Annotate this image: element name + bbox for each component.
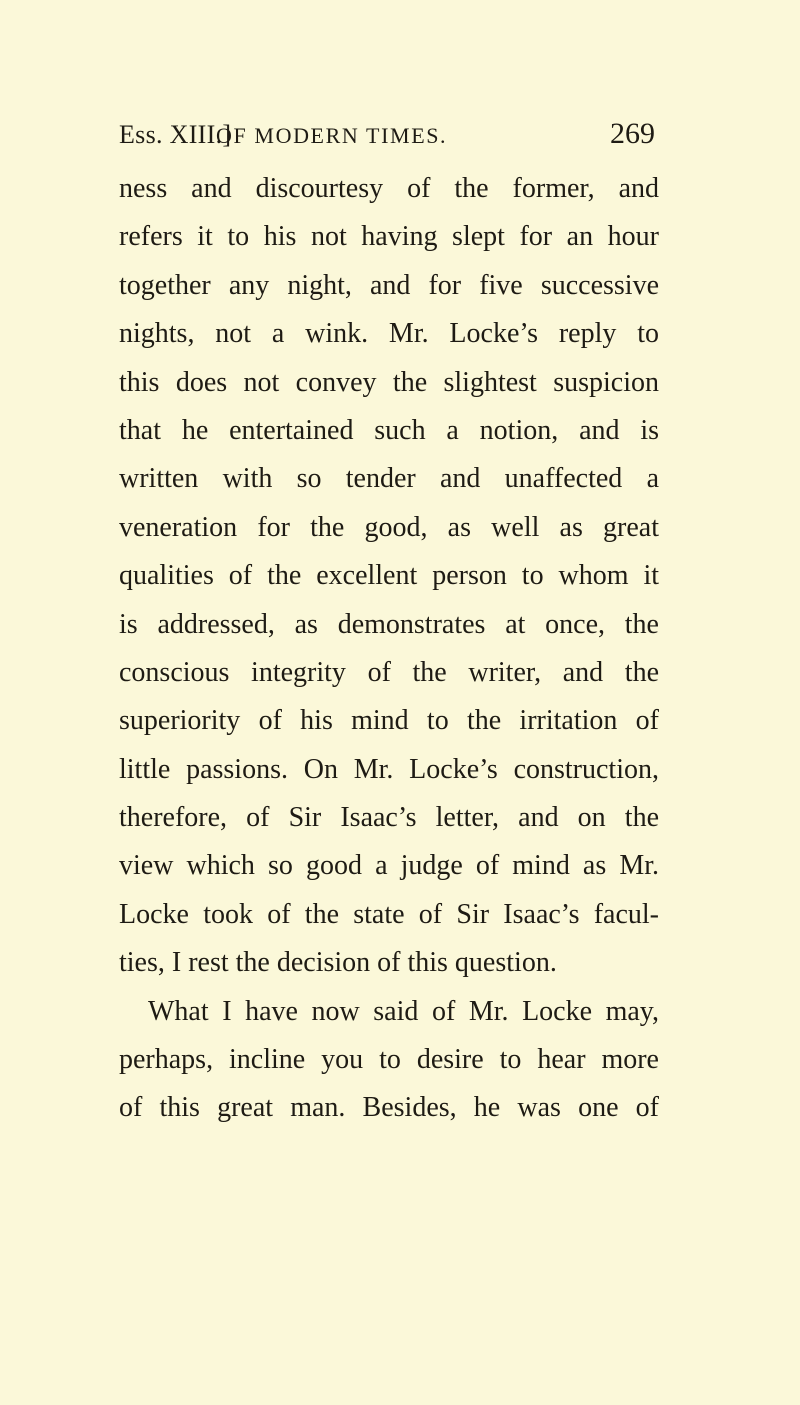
paragraph-first-line: What I have now said of Mr. Locke may, (148, 995, 659, 1027)
text-line: ness and discourtesy of the former, and (119, 173, 659, 204)
section-label: Ess. XIII.] (119, 120, 232, 149)
text-line: therefore, of Sir Isaac’s letter, and on the (119, 802, 659, 834)
text-line: perhaps, incline you to desire to hear more (119, 1044, 659, 1076)
body-text (119, 165, 659, 1133)
text-line: view which so good a judge of mind as Mr. (119, 850, 659, 882)
text-line: of this great man. Besides, he was one of (119, 1092, 659, 1124)
text-line: written with so tender and unaffected a (119, 463, 659, 495)
page-number: 269 (610, 117, 655, 150)
text-line: conscious integrity of the writer, and the (119, 656, 659, 688)
running-head (119, 117, 655, 160)
text-line: this does not convey the slightest suspicion (119, 366, 659, 398)
text-line: Locke took of the state of Sir Isaac’s facul- (119, 898, 659, 930)
text-line: superiority of his mind to the irritation of (119, 705, 659, 737)
running-title: OF MODERN TIMES. (216, 123, 448, 148)
text-line: little passions. On Mr. Locke’s construction, (119, 753, 659, 785)
paragraph-end-line: ties, I rest the decision of this question. (119, 947, 557, 979)
text-line: veneration for the good, as well as great (119, 511, 659, 543)
text-line: nights, not a wink. Mr. Locke’s reply to (119, 318, 659, 350)
text-line: together any night, and for five successive (119, 269, 659, 301)
text-line: refers it to his not having slept for an hour (119, 221, 659, 253)
text-line: qualities of the excellent person to whom it (119, 560, 659, 592)
text-line: is addressed, as demonstrates at once, the (119, 608, 659, 640)
text-line: that he entertained such a notion, and is (119, 414, 659, 446)
